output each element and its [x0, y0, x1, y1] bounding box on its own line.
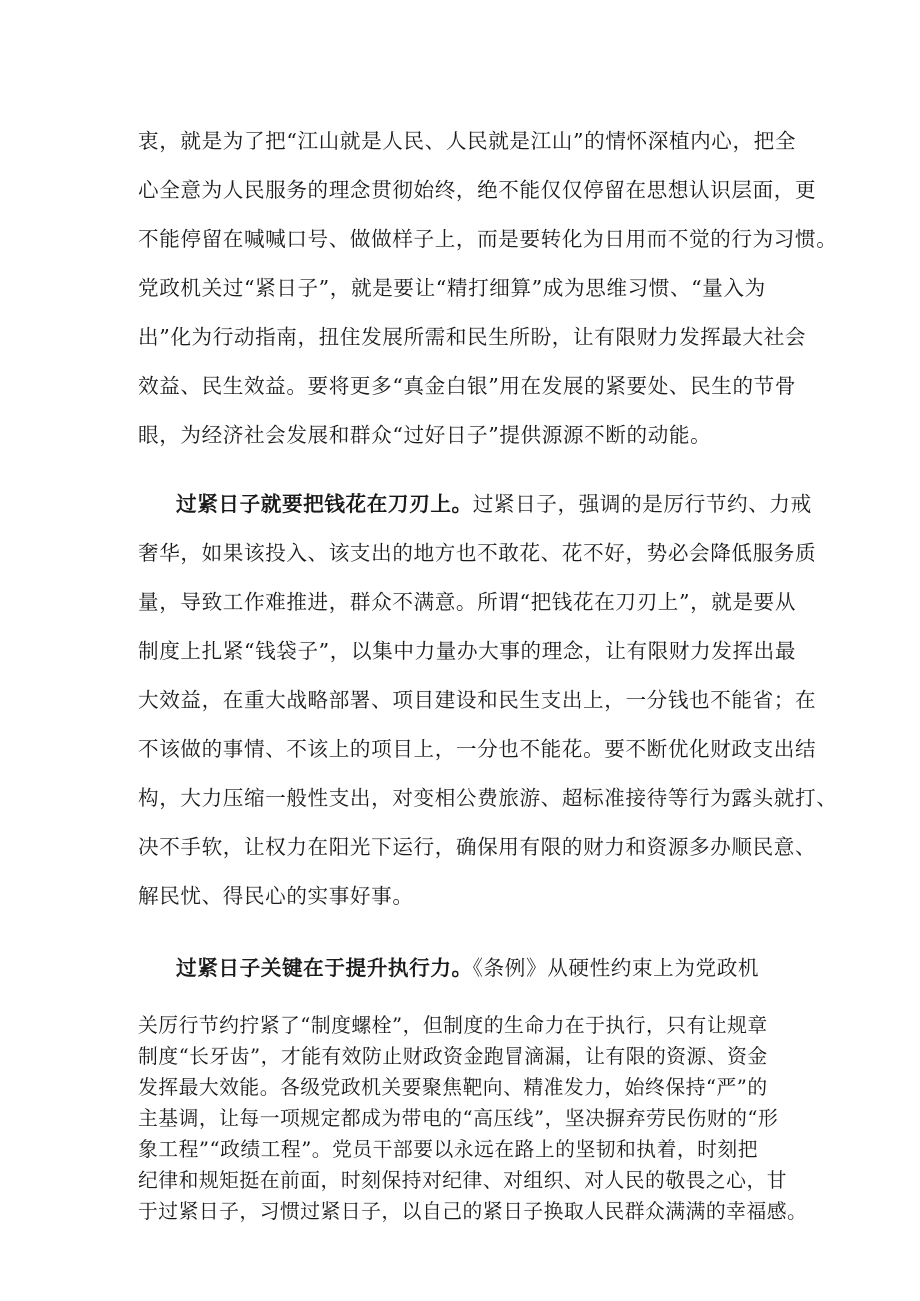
paragraph-3-line: 象工程”“政绩工程”。党员干部要以永远在路上的坚韧和执着，时刻把 — [138, 1138, 758, 1161]
paragraph-1-line: 眼，为经济社会发展和群众“过好日子”提供源源不断的动能。 — [138, 423, 712, 447]
paragraph-1-line: 不能停留在喊喊口号、做做样子上，而是要转化为日用而不觉的行为习惯。 — [138, 227, 838, 251]
paragraph-3-line: 制度“长牙齿”，才能有效防止财政资金跑冒滴漏，让有限的资源、资金 — [138, 1045, 768, 1068]
paragraph-1-line: 效益、民生效益。要将更多“真金白银”用在发展的紧要处、民生的节骨 — [138, 374, 797, 398]
paragraph-2-first-line — [176, 492, 812, 516]
paragraph-2-line: 奢华，如果该投入、该支出的地方也不敢花、花不好，势必会降低服务质 — [138, 541, 817, 565]
paragraph-3-first-line — [176, 958, 798, 979]
paragraph-2-line: 制度上扎紧“钱袋子”，以集中力量办大事的理念，让有限财力发挥出最 — [138, 639, 797, 663]
paragraph-2-line: 解民忧、得民心的实事好事。 — [138, 884, 414, 908]
paragraph-2-line: 量，导致工作难推进，群众不满意。所谓“把钱花在刀刃上”，就是要从 — [138, 590, 797, 614]
paragraph-3-line: 纪律和规矩挺在前面，时刻保持对纪律、对组织、对人民的敬畏之心，甘 — [138, 1169, 788, 1192]
paragraph-2-first-line-text: 过紧日子，强调的是厉行节约、力戒 — [472, 492, 812, 516]
paragraph-2-line: 决不手软，让权力在阳光下运行，确保用有限的财力和资源多办顺民意、 — [138, 835, 817, 859]
paragraph-3-heading: 过紧日子关键在于提升执行力。 — [176, 956, 473, 980]
paragraph-2-heading: 过紧日子就要把钱花在刀刃上。 — [176, 492, 473, 516]
paragraph-1-line: 衷，就是为了把“江山就是人民、人民就是江山”的情怀深植内心，把全 — [138, 129, 797, 153]
paragraph-3-line: 关厉行节约拧紧了“制度螺栓”，但制度的生命力在于执行，只有让规章 — [138, 1014, 768, 1037]
paragraph-3-first-line-text: 《条例》从硬性约束上为党政机 — [472, 956, 760, 980]
paragraph-1-line: 党政机关过“紧日子”，就是要让“精打细算”成为思维习惯、“量入为 — [138, 276, 766, 300]
paragraph-1-line: 心全意为人民服务的理念贯彻始终，绝不能仅仅停留在思想认识层面，更 — [138, 178, 817, 202]
paragraph-2-line: 不该做的事情、不该上的项目上，一分也不能花。要不断优化财政支出结 — [138, 737, 817, 761]
paragraph-3-line: 于过紧日子，习惯过紧日子，以自己的紧日子换取人民群众满满的幸福感。 — [138, 1200, 808, 1223]
paragraph-3-line: 发挥最大效能。各级党政机关要聚焦靶向、精准发力，始终保持“严”的 — [138, 1076, 768, 1099]
paragraph-1-line: 出”化为行动指南，扭住发展所需和民生所盼，让有限财力发挥最大社会 — [138, 325, 807, 349]
paragraph-2-line: 大效益，在重大战略部署、项目建设和民生支出上，一分钱也不能省；在 — [138, 688, 817, 712]
paragraph-3-line: 主基调，让每一项规定都成为带电的“高压线”，坚决摒弃劳民伤财的“形 — [138, 1107, 779, 1130]
paragraph-2-line: 构，大力压缩一般性支出，对变相公费旅游、超标准接待等行为露头就打、 — [138, 786, 838, 810]
